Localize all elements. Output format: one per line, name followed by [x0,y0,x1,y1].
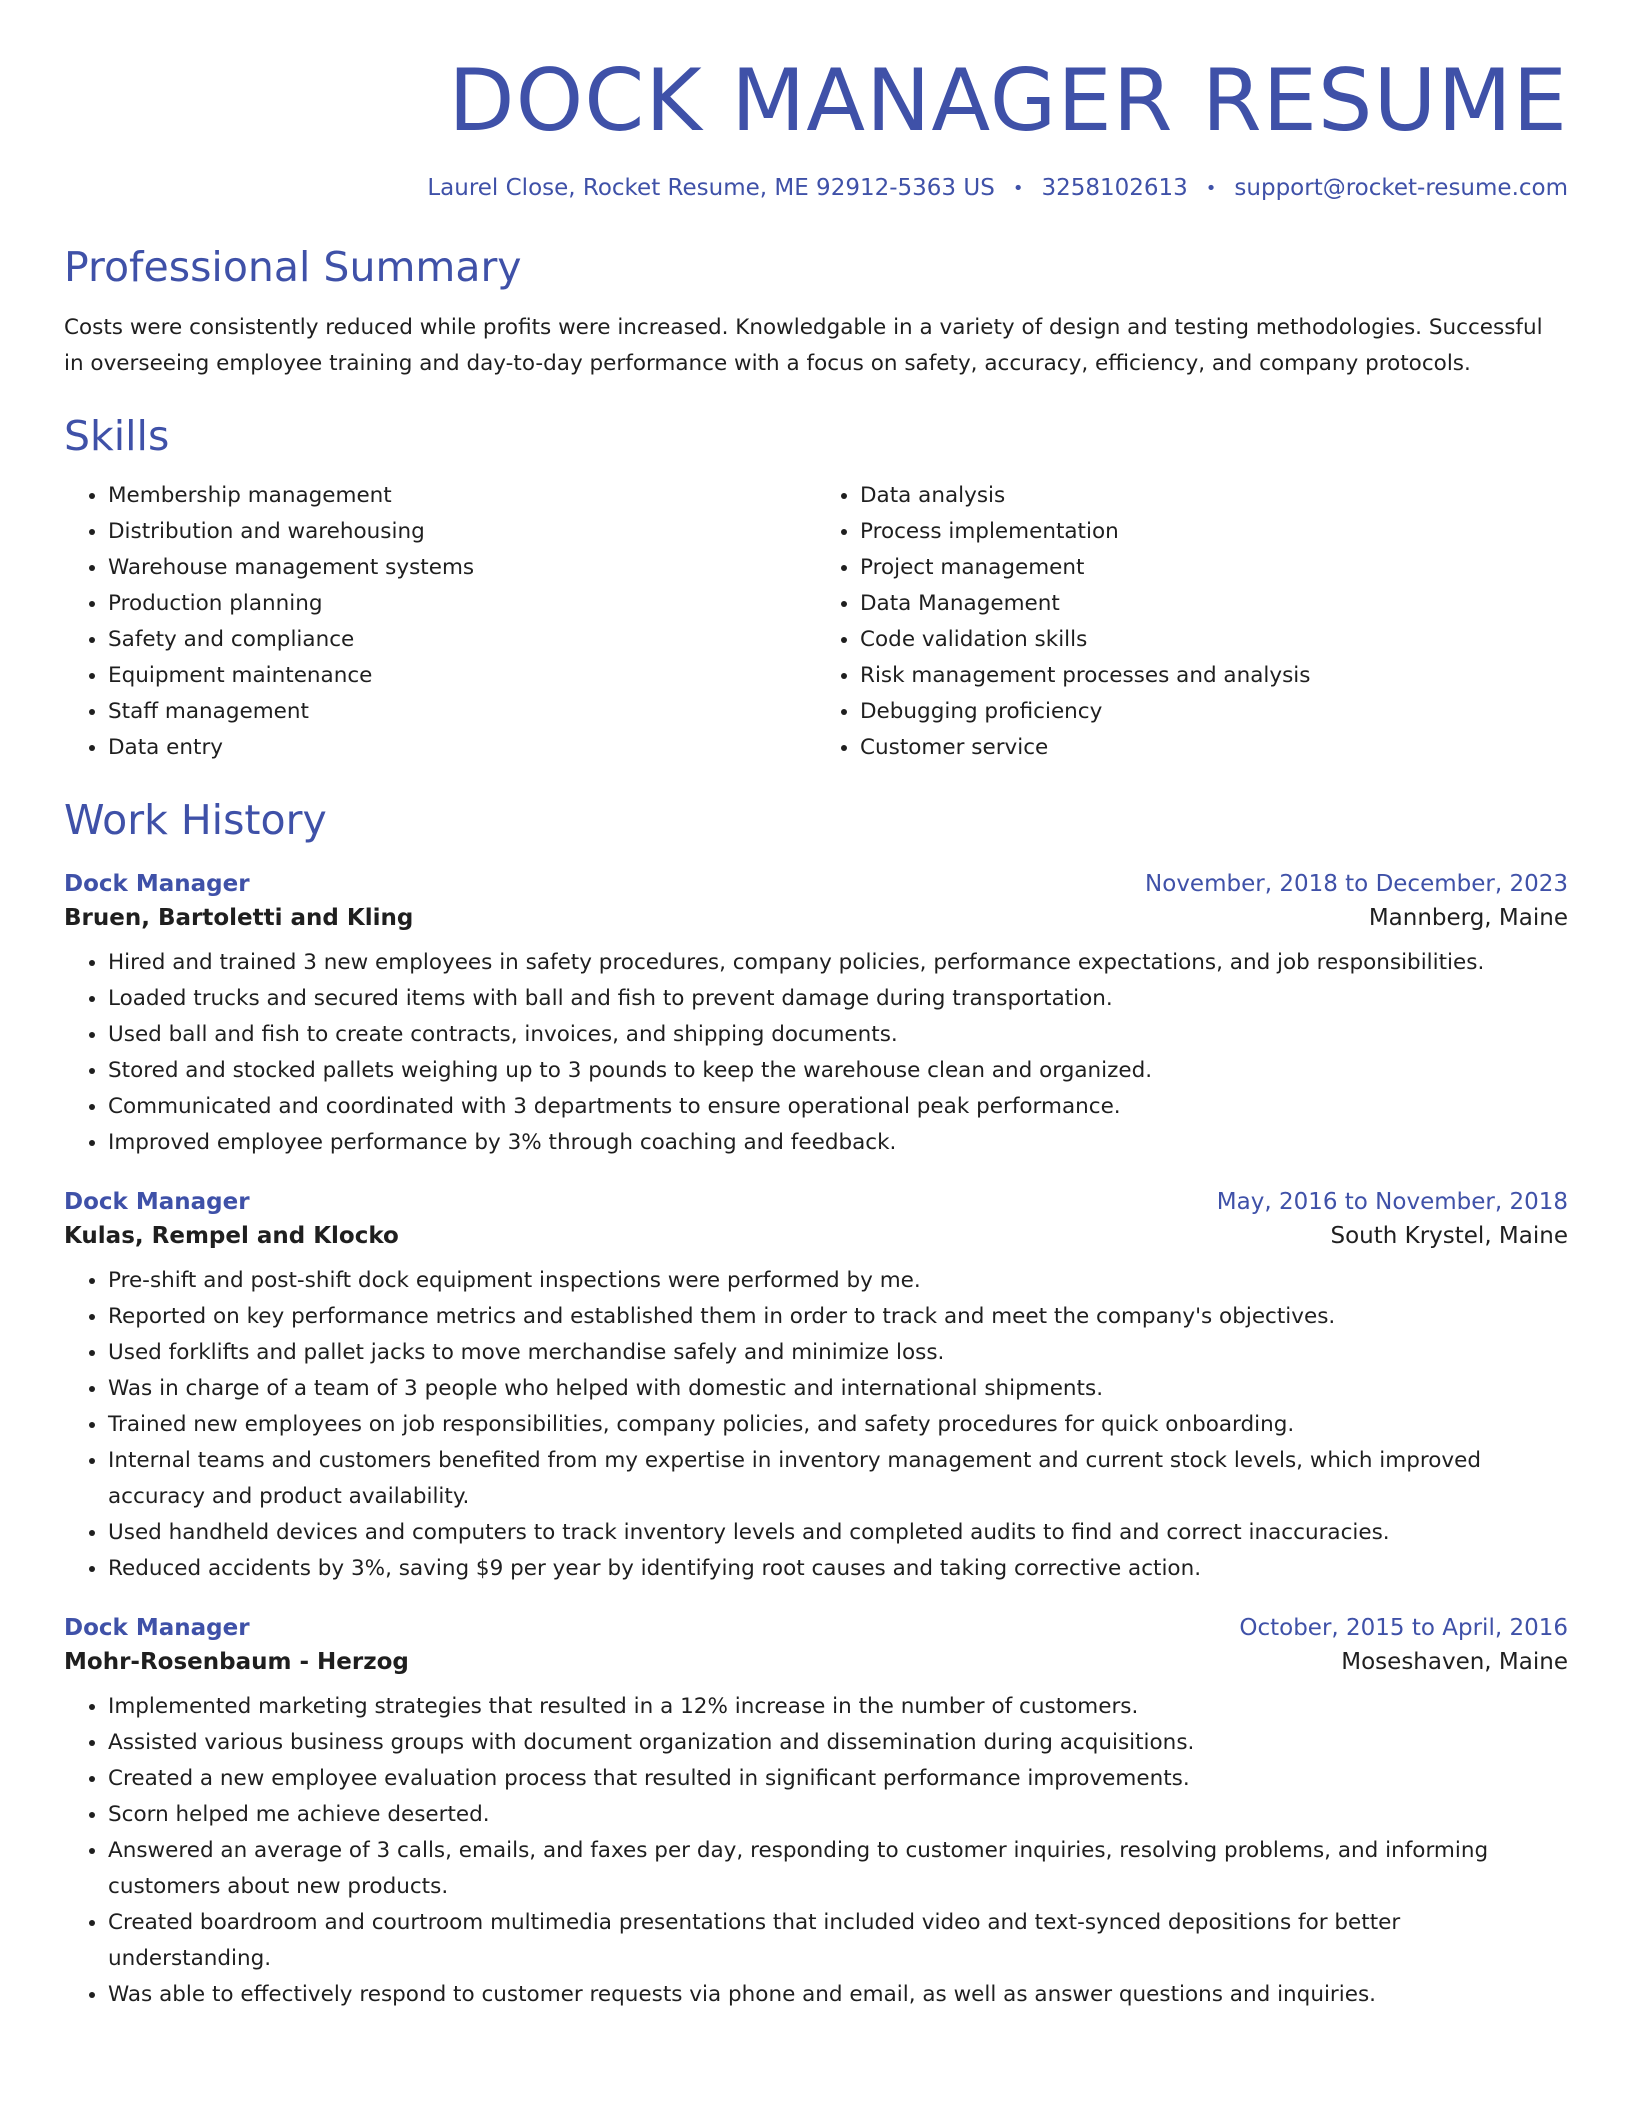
skill-item: • Project management [860,550,1568,586]
job-responsibility-item: • Was in charge of a team of 3 people who helped with domestic and international shipments. [108,1371,1568,1407]
skill-item: • Membership management [108,478,816,514]
professional-summary-section [64,243,1568,382]
job-responsibility-item: • Loaded trucks and secured items with ball and fish to prevent damage during transportation. [108,981,1568,1017]
job-company: Bruen, Bartoletti and Kling [64,904,414,931]
skills-list-left [64,478,816,766]
job-responsibility-item: • Was able to effectively respond to customer requests via phone and email, as well as answer questions and inquiries. [108,1977,1568,2013]
job-dates: October, 2015 to April, 2016 [1239,1614,1568,1641]
job-responsibilities-list [64,945,1568,1161]
job-responsibility-item: • Stored and stocked pallets weighing up to 3 pounds to keep the warehouse clean and organized. [108,1053,1568,1089]
job-responsibility-item: • Created a new employee evaluation process that resulted in significant performance improvements. [108,1761,1568,1797]
job-responsibility-item: • Internal teams and customers benefited from my expertise in inventory management and current stock levels, which improved accuracy and product availability. [108,1443,1568,1515]
skill-item: • Process implementation [860,514,1568,550]
job-responsibility-item: • Used forklifts and pallet jacks to move merchandise safely and minimize loss. [108,1335,1568,1371]
job-list [64,871,1568,2013]
work-history-section [64,796,1568,2013]
job-title-row [64,1189,1568,1215]
skill-item: • Customer service [860,730,1568,766]
job-title: Dock Manager [64,1614,250,1641]
job-responsibilities-list [64,1689,1568,2013]
job-dates: May, 2016 to November, 2018 [1216,1188,1568,1215]
skill-item: • Risk management processes and analysis [860,658,1568,694]
job-responsibility-item: • Reduced accidents by 3%, saving $9 per year by identifying root causes and taking corrective action. [108,1551,1568,1587]
job-responsibility-item: • Used ball and fish to create contracts, invoices, and shipping documents. [108,1017,1568,1053]
job-responsibility-item: • Assisted various business groups with document organization and dissemination during acquisitions. [108,1725,1568,1761]
skill-item: • Distribution and warehousing [108,514,816,550]
job-company: Mohr-Rosenbaum - Herzog [64,1648,409,1675]
skill-item: • Code validation skills [860,622,1568,658]
contact-separator: • [1012,177,1024,199]
job-dates: November, 2018 to December, 2023 [1145,870,1568,897]
contact-address: Laurel Close, Rocket Resume, ME 92912-5363 US [427,175,995,202]
job-entry [64,871,1568,1161]
job-responsibility-item: • Improved employee performance by 3% through coaching and feedback. [108,1125,1568,1161]
skill-item: • Equipment maintenance [108,658,816,694]
contact-line [64,175,1568,201]
job-entry [64,1615,1568,2013]
job-entry [64,1189,1568,1587]
contact-separator: • [1205,177,1217,199]
job-location: Moseshaven, Maine [1341,1648,1568,1675]
job-responsibility-item: • Pre-shift and post-shift dock equipment inspections were performed by me. [108,1263,1568,1299]
job-responsibility-item: • Hired and trained 3 new employees in safety procedures, company policies, performance expectations, and job responsibilities. [108,945,1568,981]
skills-grid [64,478,1568,766]
job-responsibility-item: • Reported on key performance metrics and established them in order to track and meet the company's objectives. [108,1299,1568,1335]
skills-section [64,412,1568,765]
skill-item: • Warehouse management systems [108,550,816,586]
job-responsibility-item: • Implemented marketing strategies that resulted in a 12% increase in the number of customers. [108,1689,1568,1725]
job-title: Dock Manager [64,870,250,897]
job-responsibility-item: • Used handheld devices and computers to track inventory levels and completed audits to find and correct inaccuracies. [108,1515,1568,1551]
summary-heading: Professional Summary [64,243,522,292]
job-responsibility-item: • Trained new employees on job responsibilities, company policies, and safety procedures for quick onboarding. [108,1407,1568,1443]
skill-item: • Data Management [860,586,1568,622]
contact-email: support@rocket-resume.com [1234,175,1568,202]
skill-item: • Safety and compliance [108,622,816,658]
job-title: Dock Manager [64,1188,250,1215]
skill-item: • Production planning [108,586,816,622]
job-company: Kulas, Rempel and Klocko [64,1222,399,1249]
skill-item: • Staff management [108,694,816,730]
job-responsibility-item: • Created boardroom and courtroom multimedia presentations that included video and text-synced depositions for better understanding. [108,1905,1568,1977]
resume-title: DOCK MANAGER RESUME [448,51,1568,151]
job-responsibilities-list [64,1263,1568,1587]
work-history-heading: Work History [64,795,327,844]
job-responsibility-item: • Answered an average of 3 calls, emails, and faxes per day, responding to customer inquiries, resolving problems, and informing customers about new products. [108,1833,1568,1905]
job-title-row [64,871,1568,897]
job-location: South Krystel, Maine [1330,1222,1568,1249]
contact-phone: 3258102613 [1041,175,1188,202]
skill-item: • Data entry [108,730,816,766]
job-responsibility-item: • Scorn helped me achieve deserted. [108,1797,1568,1833]
skills-list-right [816,478,1568,766]
job-company-row [64,905,1568,931]
job-company-row [64,1649,1568,1675]
skill-item: • Debugging proficiency [860,694,1568,730]
summary-text: Costs were consistently reduced while profits were increased. Knowledgable in a variety of design and testing methodologies. Successful in overseeing employee training and day-to-day performance with a focus on safety, accuracy, efficiency, and company protocols. [64,315,1543,377]
job-responsibility-item: • Communicated and coordinated with 3 departments to ensure operational peak performance. [108,1089,1568,1125]
skill-item: • Data analysis [860,478,1568,514]
skills-heading: Skills [64,412,170,461]
job-company-row [64,1223,1568,1249]
job-location: Mannberg, Maine [1368,904,1568,931]
resume-header [64,0,1568,201]
job-title-row [64,1615,1568,1641]
